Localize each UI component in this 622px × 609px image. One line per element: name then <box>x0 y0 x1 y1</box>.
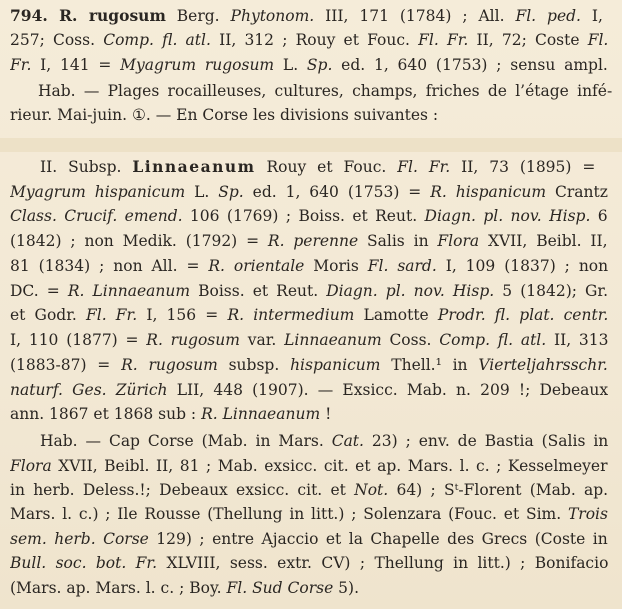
subspecies-line <box>10 380 608 400</box>
italic-citation: Linnaeanum <box>284 331 382 349</box>
italic-citation: Fl. Sud Corse <box>226 579 334 597</box>
text-run: Thell.¹ in <box>380 356 479 374</box>
text-run: ed. 1, 640 (1753) = <box>243 183 431 201</box>
text-run: Hab. — Plages rocailleuses, cultures, champs, friches de l’étage infé- <box>38 82 613 100</box>
text-run: Lamotte <box>354 306 438 324</box>
italic-citation: R. rugosum <box>146 331 240 349</box>
subspecies-line <box>40 157 595 177</box>
text-run: var. <box>239 331 285 349</box>
bold-name: 794. <box>10 6 60 25</box>
subspecies-line <box>10 231 608 251</box>
italic-citation: Phytonom. <box>230 7 315 25</box>
italic-citation: Cat. <box>331 432 364 450</box>
italic-citation: Bull. soc. bot. Fr. <box>10 554 158 572</box>
subspecies-line <box>10 578 359 598</box>
italic-citation: Class. Crucif. emend. <box>10 207 183 225</box>
italic-citation: hispanicum <box>290 356 381 374</box>
subspecies-line <box>10 404 331 424</box>
italic-citation: Vierteljahrsschr. <box>478 356 608 374</box>
text-run: II, 72; Coste <box>468 31 588 49</box>
text-run: DC. = <box>10 282 68 300</box>
species-line <box>38 81 612 101</box>
text-run: I, <box>580 7 603 25</box>
italic-citation: Myagrum hispanicum <box>10 183 186 201</box>
text-run: I, 110 (1877) = <box>10 331 147 349</box>
subspecies-line <box>10 305 608 325</box>
text-run: subsp. <box>217 356 291 374</box>
text-run: Hab. — Cap Corse (Mab. in Mars. <box>40 432 332 450</box>
text-run: 5). <box>333 579 360 597</box>
italic-citation: Diagn. pl. nov. Hisp. <box>326 282 495 300</box>
text-run: II, 313 <box>546 331 609 349</box>
text-run: 81 (1834) ; non All. = <box>10 257 209 275</box>
species-line <box>10 105 438 125</box>
italic-citation: R. Linnaeanum <box>201 405 321 423</box>
text-run: (Mars. ap. Mars. l. c. ; Boy. <box>10 579 227 597</box>
text-run: II, 312 ; Rouy et Fouc. <box>210 31 419 49</box>
text-run: (1883-87) = <box>10 356 122 374</box>
italic-citation: Comp. fl. atl. <box>439 331 547 349</box>
text-run: XVII, Beibl. II, 81 ; Mab. exsicc. cit. et ap. Mars. l. c. ; Kesselmeyer <box>51 457 608 475</box>
italic-citation: Sp. <box>218 183 244 201</box>
italic-citation: Fl. <box>587 31 609 49</box>
text-run: 106 (1769) ; Boiss. et Reut. <box>182 207 425 225</box>
text-run: 6 <box>590 207 608 225</box>
italic-citation: R. Linnaeanum <box>67 282 191 300</box>
subspecies-line <box>10 330 609 350</box>
subspecies-line <box>10 182 608 202</box>
italic-citation: Fl. sard. <box>367 257 437 275</box>
italic-citation: Fr. <box>10 56 32 74</box>
paragraph-gap <box>0 138 622 152</box>
subspecies-line <box>10 256 608 276</box>
text-run: L. <box>185 183 219 201</box>
italic-citation: Flora <box>10 457 52 475</box>
text-run: ! <box>320 405 332 423</box>
italic-citation: Diagn. pl. nov. Hisp. <box>424 207 591 225</box>
text-run: ed. 1, 640 (1753) ; sensu ampl. <box>332 56 608 74</box>
italic-citation: Prodr. fl. plat. centr. <box>437 306 609 324</box>
subspecies-line <box>10 355 608 375</box>
italic-citation: Comp. fl. atl. <box>103 31 211 49</box>
text-run: 64) ; Sᵗ-Florent (Mab. ap. <box>388 481 609 499</box>
text-run: in herb. Deless.!; Debeaux exsicc. cit. et <box>10 481 355 499</box>
text-run: Boiss. et Reut. <box>190 282 327 300</box>
subspecies-line <box>10 456 608 476</box>
italic-citation: R. hispanicum <box>430 183 547 201</box>
text-run: Berg. <box>165 7 231 25</box>
text-run: 5 (1842); Gr. <box>494 282 609 300</box>
italic-citation: R. orientale <box>208 257 305 275</box>
text-run: et Godr. <box>10 306 86 324</box>
italic-citation: Sp. <box>306 56 333 74</box>
italic-citation: Fl. ped. <box>515 7 581 25</box>
subspecies-line <box>10 529 608 549</box>
text-run: I, 141 = <box>31 56 121 74</box>
text-run: LII, 448 (1907). — Exsicc. Mab. n. 209 !; Debeaux <box>167 381 609 399</box>
text-run: II, 73 (1895) = <box>450 158 596 176</box>
italic-citation: Fl. Fr. <box>397 158 451 176</box>
text-run: XVII, Beibl. II, <box>479 232 608 250</box>
italic-citation: Flora <box>437 232 480 250</box>
italic-citation: R. perenne <box>267 232 359 250</box>
text-run: II. Subsp. <box>40 158 133 176</box>
species-line <box>10 55 608 75</box>
text-run: I, 109 (1837) ; non <box>436 257 609 275</box>
subspecies-line <box>40 431 608 451</box>
italic-citation: sem. herb. Corse <box>10 530 149 548</box>
text-run: L. <box>274 56 307 74</box>
subspecies-line <box>10 480 608 500</box>
text-run: 257; Coss. <box>10 31 104 49</box>
italic-citation: R. intermedium <box>227 306 355 324</box>
italic-citation: Fl. Fr. <box>418 31 469 49</box>
italic-citation: R. rugosum <box>121 356 218 374</box>
subspecies-line <box>10 281 608 301</box>
text-run: Coss. <box>381 331 440 349</box>
text-run: XLVIII, sess. extr. CV) ; Thellung in litt.) ; Bonifacio <box>157 554 609 572</box>
text-run: rieur. Mai-juin. ①. — En Corse les divisions suivantes : <box>10 106 439 124</box>
italic-citation: Not. <box>354 481 389 499</box>
italic-citation: Fl. Fr. <box>86 306 138 324</box>
species-line <box>10 6 603 26</box>
text-run: (1842) ; non Medik. (1792) = <box>10 232 268 250</box>
subspecies-line <box>10 504 608 524</box>
italic-citation: Myagrum rugosum <box>120 56 275 74</box>
text-run: Rouy et Fouc. <box>255 158 398 176</box>
species-line <box>10 30 608 50</box>
text-run: III, 171 (1784) ; All. <box>314 7 516 25</box>
italic-citation: Trois <box>567 505 608 523</box>
bold-name: Linnaeanum <box>132 157 256 176</box>
text-run: I, 156 = <box>137 306 228 324</box>
text-run: Moris <box>304 257 368 275</box>
bold-name: R. rugosum <box>59 6 166 25</box>
subspecies-line <box>10 553 608 573</box>
text-run: Salis in <box>358 232 438 250</box>
subspecies-line <box>10 206 608 226</box>
text-run: Crantz <box>546 183 608 201</box>
text-run: 129) ; entre Ajaccio et la Chapelle des Grecs (Coste in <box>148 530 608 548</box>
text-run: Mars. l. c.) ; Ile Rousse (Thellung in litt.) ; Solenzara (Fouc. et Sim. <box>10 505 568 523</box>
text-run: ann. 1867 et 1868 sub : <box>10 405 202 423</box>
italic-citation: naturf. Ges. Zürich <box>10 381 168 399</box>
text-run: 23) ; env. de Bastia (Salis in <box>363 432 609 450</box>
